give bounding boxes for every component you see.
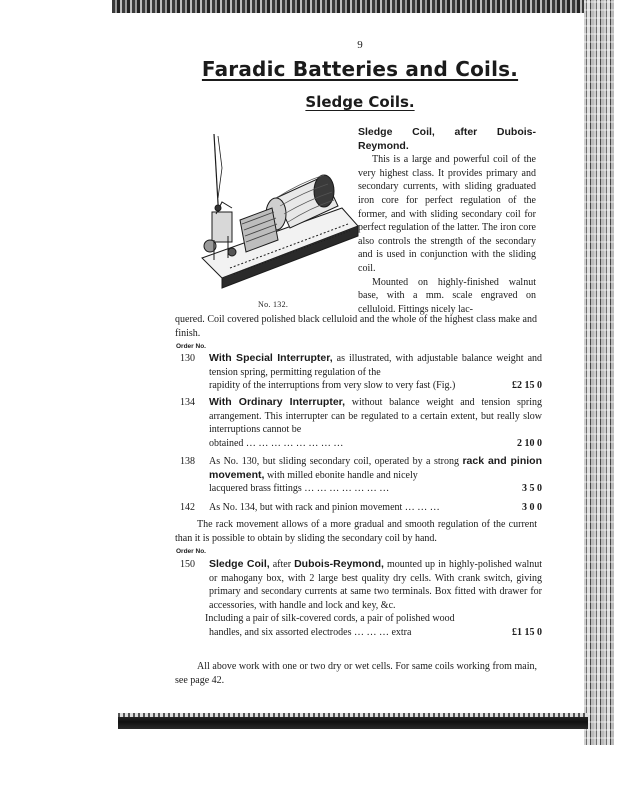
mounting-continued: quered. Coil covered polished black celluloid and the whole of the highest class make and finish. <box>175 314 537 339</box>
order-label: Order No. <box>176 343 206 350</box>
entry-lead-maker: Dubois-Reymond, <box>294 558 384 570</box>
order-number: 142 <box>180 502 195 513</box>
entry-description: without balance weight and tension spring arrangement. This interrupter can be regulated to a certain extent, but really slow interruptions cannot be <box>209 397 542 435</box>
entry-description: mounted up in highly-polished walnut or mahogany box, with 2 large best quality dry cells. With crank switch, giving primary and secondary currents at same two terminals. Box fitted with drawer for accessories, with handle and lock and key, &c. <box>209 559 542 611</box>
entry-price: £2 15 0 <box>512 380 542 391</box>
entry-inclusion: Including a pair of silk-covered cords, a pair of polished wood <box>205 613 455 624</box>
scan-edge-top <box>112 0 608 13</box>
entry-last-line: lacquered brass fittings … … … … … … … <box>209 483 390 494</box>
entry-last-line: As No. 134, but with rack and pinion movement … … … <box>209 502 440 513</box>
product-title: Sledge Coil, after Dubois-Reymond. <box>358 126 536 152</box>
entry-lead: rack and pinion movement, <box>209 455 542 481</box>
order-entry-142 <box>180 501 542 515</box>
scan-edge-bottom <box>118 717 588 729</box>
entry-lead: With Ordinary Interrupter, <box>209 396 346 408</box>
entry-last-line: rapidity of the interruptions from very slow to very fast (Fig.) <box>209 380 456 391</box>
entry-description: as illustrated, with adjustable balance weight and tension spring, permitting regulation of the <box>209 353 543 378</box>
order-entry-150 <box>180 558 542 639</box>
order-number: 130 <box>180 353 195 364</box>
intro-column <box>358 126 536 316</box>
entry-price: 2 10 0 <box>517 437 542 449</box>
entry-last-line: handles, and six assorted electrodes … … … extra <box>209 626 412 638</box>
order-number: 150 <box>180 559 195 570</box>
entry-price: 3 0 0 <box>522 502 542 513</box>
figure-caption: No. 132. <box>258 300 289 309</box>
order-entry-138 <box>180 455 542 496</box>
entry-prefix: As No. 130, but sliding secondary coil, operated by a strong <box>209 456 463 467</box>
order-entry-134 <box>180 396 542 450</box>
section-heading: Sledge Coils. <box>305 93 415 111</box>
order-label-2: Order No. <box>176 548 206 555</box>
scan-edge-right <box>584 0 614 745</box>
entry-description: with milled ebonite handle and nicely <box>264 469 418 481</box>
entry-connector: after <box>269 559 295 570</box>
sledge-coil-engraving-icon <box>192 128 370 306</box>
entry-price: 3 5 0 <box>522 483 542 494</box>
order-number: 134 <box>180 397 195 408</box>
order-number: 138 <box>180 456 195 467</box>
page-title: Faradic Batteries and Coils. <box>201 57 519 81</box>
order-entry-130 <box>180 352 542 393</box>
entry-last-line: obtained … … … … … … … … <box>209 437 344 449</box>
mounting-paragraph: Mounted on highly-finished walnut base, with a mm. scale engraved on celluloid. Fittings nicely lac- <box>358 276 536 315</box>
page-number: 9 <box>357 39 363 51</box>
footer-note: All above work with one or two dry or wet cells. For same coils working from main, see page 42. <box>175 661 537 686</box>
entry-lead: Sledge Coil, <box>209 558 270 570</box>
intro-paragraph: This is a large and powerful coil of the very highest class. It provides primary and secondary currents, with sliding graduated iron core for perfect regulation of the former, and with sliding secondary coil for perfect regulation of the latter. The iron core also controls the strength of the secondary and is used in conjunction with the sliding coil. <box>358 154 536 274</box>
entry-price: £1 15 0 <box>512 626 542 638</box>
rack-note: The rack movement allows of a more gradual and smooth regulation of the current than it is possible to obtain by sliding the secondary coil by hand. <box>175 519 537 544</box>
entry-lead: With Special Interrupter, <box>209 352 333 364</box>
